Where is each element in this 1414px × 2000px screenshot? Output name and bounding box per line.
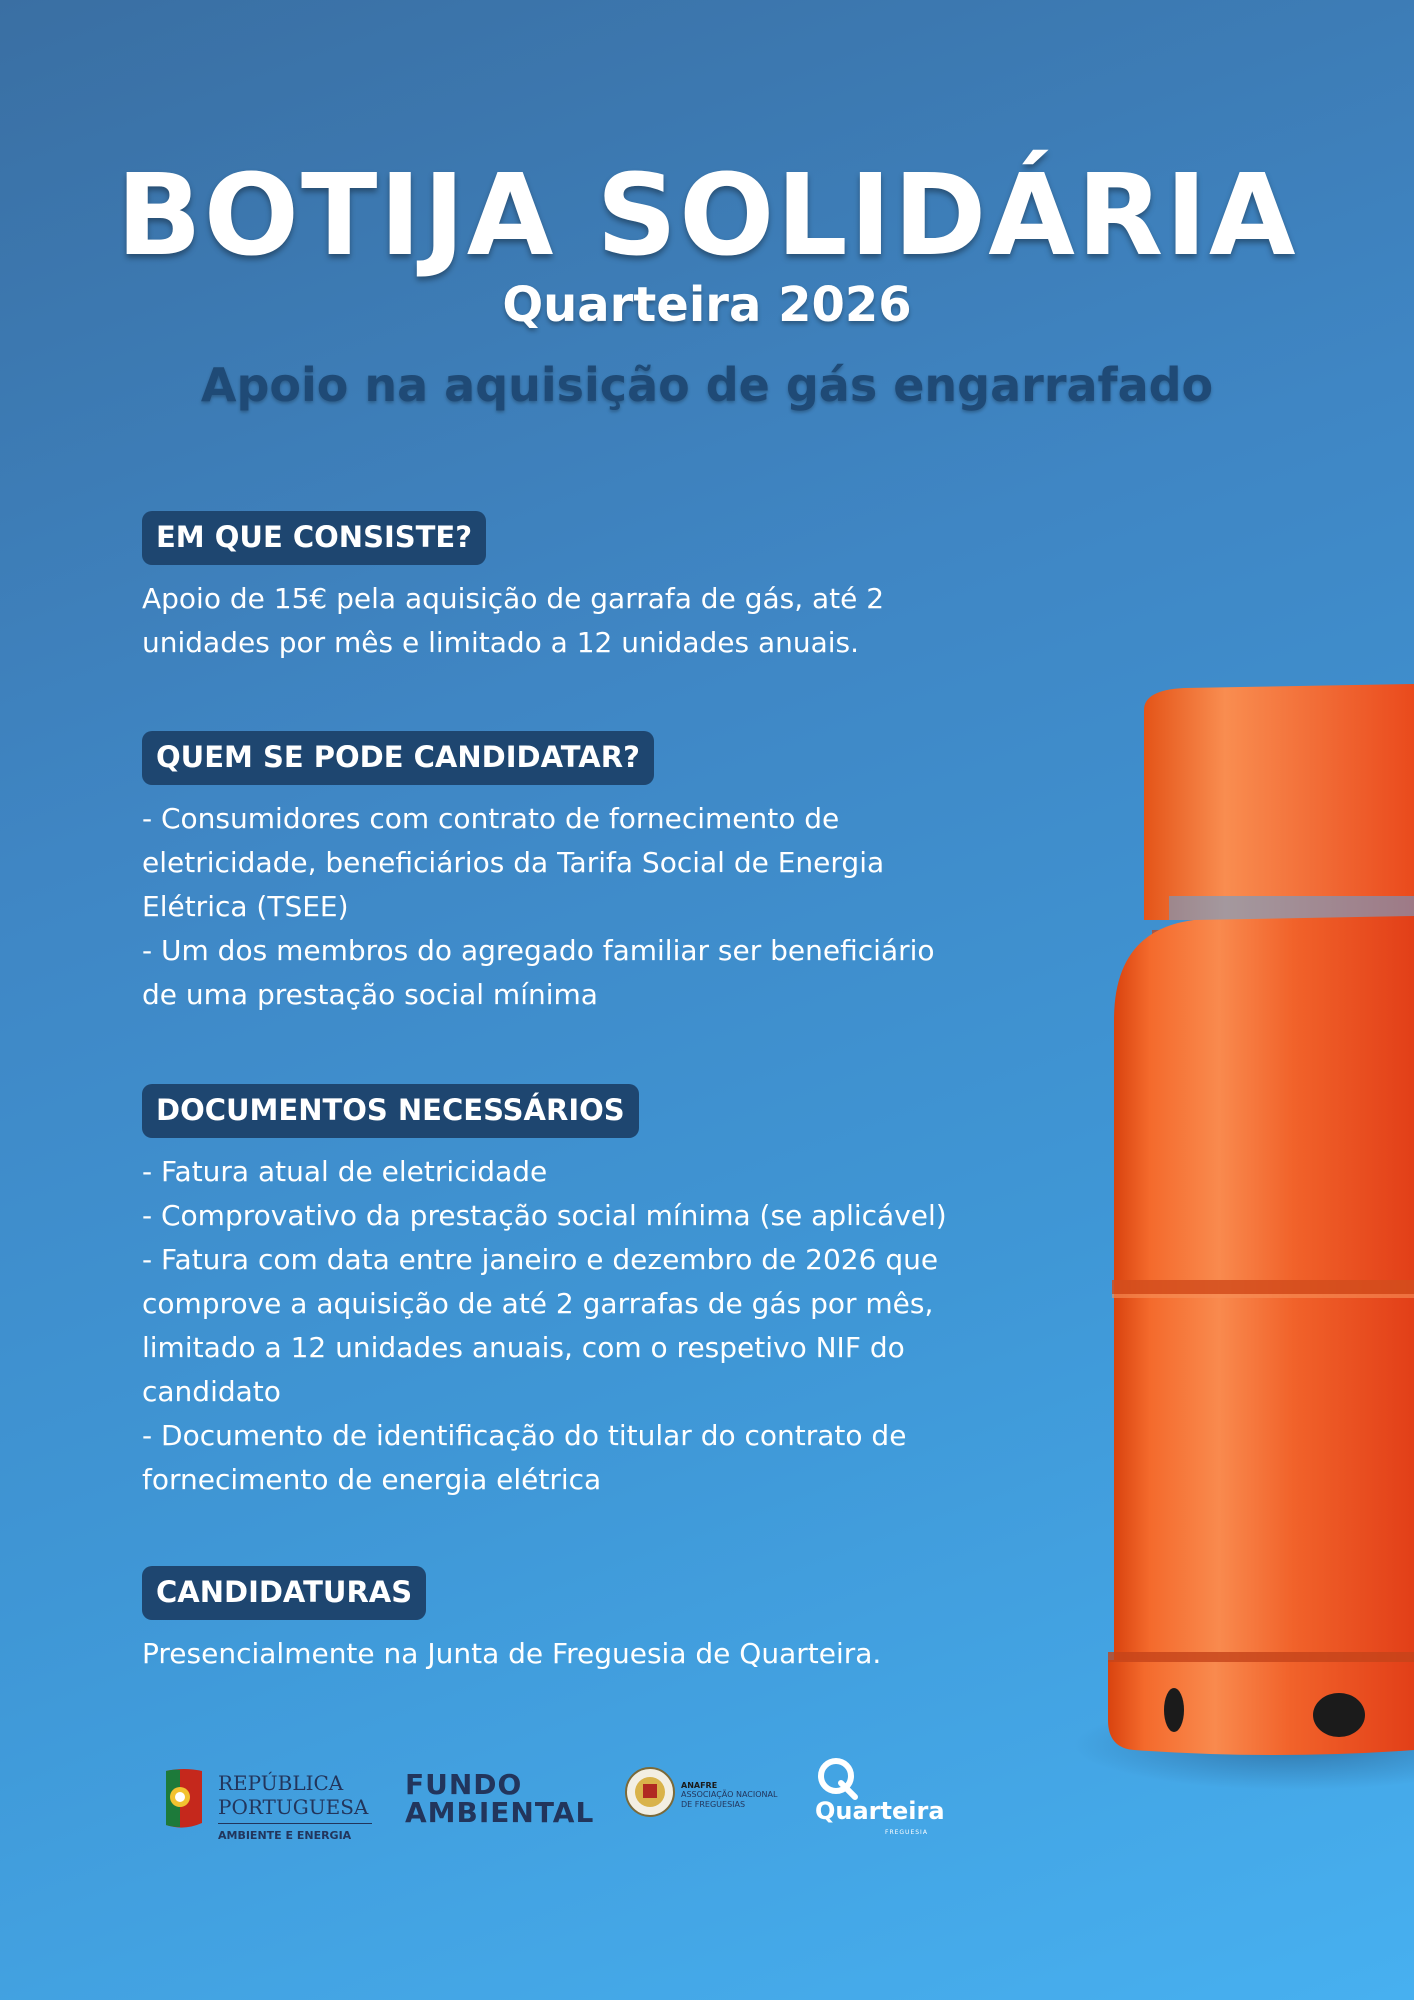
section-body — [142, 797, 1042, 1017]
partner-logos — [160, 1755, 960, 1855]
fundo-ambiental-logo — [405, 1768, 595, 1829]
body-line: fornecimento de energia elétrica — [142, 1462, 602, 1496]
anafre-line2: DE FREGUESIAS — [681, 1800, 746, 1809]
body-line: - Um dos membros do agregado familiar ser beneficiário — [142, 933, 935, 967]
body-line: Elétrica (TSEE) — [142, 889, 349, 923]
body-line: Apoio de 15€ pela aquisição de garrafa de gás, até 2 — [142, 581, 885, 615]
section-candidaturas — [142, 1566, 1042, 1676]
fundo-line2: AMBIENTAL — [405, 1796, 595, 1829]
anafre-name: ANAFRE — [681, 1781, 718, 1790]
republica-line1: REPÚBLICA — [218, 1771, 344, 1795]
republica-sub: AMBIENTE E ENERGIA — [218, 1829, 352, 1842]
republica-line2: PORTUGUESA — [218, 1795, 369, 1819]
poster-subtitle: Quarteira 2026 — [502, 277, 912, 333]
body-line: - Comprovativo da prestação social mínima (se aplicável) — [142, 1198, 947, 1232]
divider — [218, 1823, 372, 1824]
section-body — [142, 1632, 1042, 1676]
fundo-line1: FUNDO — [405, 1768, 523, 1801]
body-line: candidato — [142, 1374, 281, 1408]
section-body — [142, 1150, 1042, 1502]
quarteira-sub: FREGUESIA — [885, 1829, 928, 1836]
body-line: - Fatura com data entre janeiro e dezembro de 2026 que — [142, 1242, 939, 1276]
body-line: Presencialmente na Junta de Freguesia de Quarteira. — [142, 1636, 882, 1670]
quarteira-freguesia-logo — [815, 1755, 945, 1845]
body-line: - Consumidores com contrato de fornecimento de — [142, 801, 840, 835]
body-line: limitado a 12 unidades anuais, com o respetivo NIF do — [142, 1330, 905, 1364]
body-line: de uma prestação social mínima — [142, 977, 598, 1011]
quarteira-name: Quarteira — [815, 1797, 945, 1825]
republica-portuguesa-logo — [160, 1755, 390, 1855]
body-line: comprove a aquisição de até 2 garrafas de gás por mês, — [142, 1286, 934, 1320]
gas-cylinder-image — [1074, 680, 1414, 1800]
anafre-seal-icon — [625, 1767, 675, 1817]
section-heading: DOCUMENTOS NECESSÁRIOS — [142, 1084, 639, 1138]
body-line: - Fatura atual de eletricidade — [142, 1154, 548, 1188]
section-heading: QUEM SE PODE CANDIDATAR? — [142, 731, 654, 785]
section-heading: EM QUE CONSISTE? — [142, 511, 486, 565]
body-line: - Documento de identificação do titular do contrato de — [142, 1418, 907, 1452]
anafre-line1: ASSOCIAÇÃO NACIONAL — [681, 1790, 778, 1799]
poster-title: BOTIJA SOLIDÁRIA — [116, 151, 1298, 281]
section-documentos-necessarios — [142, 1084, 1042, 1502]
section-body — [142, 577, 1042, 665]
anafre-logo — [625, 1767, 795, 1827]
section-em-que-consiste — [142, 511, 1042, 665]
body-line: eletricidade, beneficiários da Tarifa Social de Energia — [142, 845, 885, 879]
portugal-flag-icon — [160, 1767, 208, 1833]
section-heading: CANDIDATURAS — [142, 1566, 426, 1620]
body-line: unidades por mês e limitado a 12 unidades anuais. — [142, 625, 860, 659]
quarteira-q-icon — [815, 1755, 861, 1801]
section-quem-se-pode-candidatar — [142, 731, 1042, 1017]
poster-tagline: Apoio na aquisição de gás engarrafado — [200, 358, 1214, 412]
